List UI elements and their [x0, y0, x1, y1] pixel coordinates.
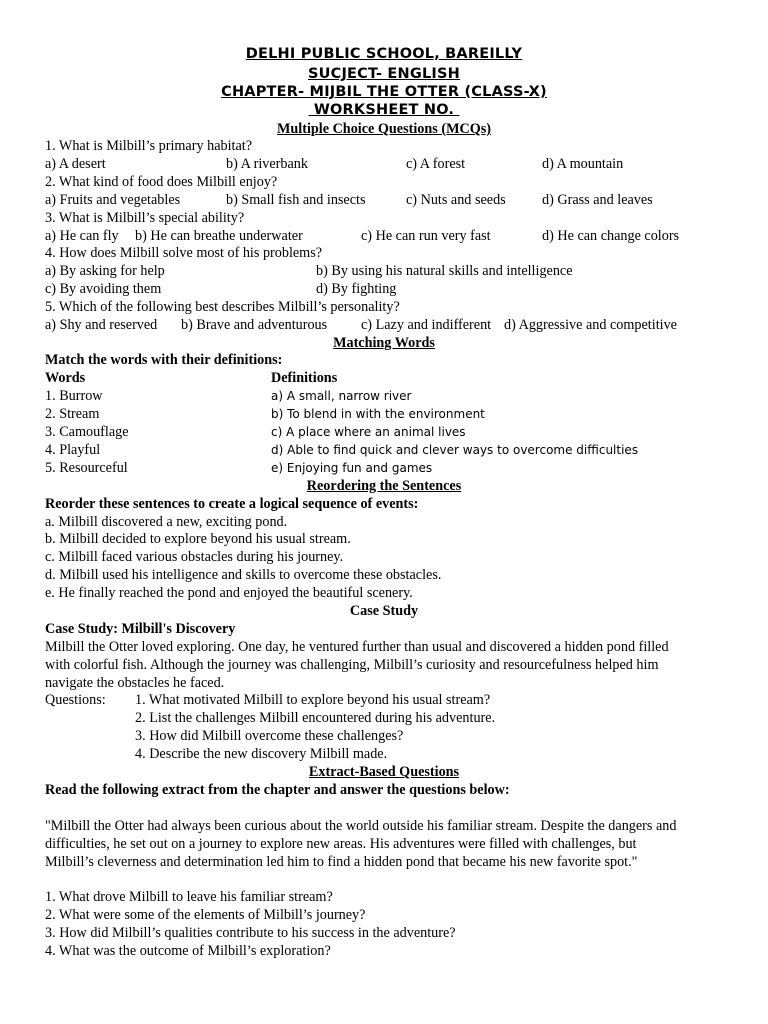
mcq-option: b) Brave and adventurous [181, 317, 328, 333]
extract-question: 3. How did Milbill’s qualities contribute to his success in the adventure? [45, 925, 456, 941]
mcq-option: a) By asking for help [45, 263, 165, 279]
mcq-option: b) A riverbank [226, 156, 308, 172]
mcq-option: a) A desert [45, 156, 106, 172]
reorder-sentence: a. Milbill discovered a new, exciting pond. [45, 514, 288, 530]
reorder-heading: Reordering the Sentences [306, 478, 462, 494]
subject-line: SUCJECT- ENGLISH [308, 66, 460, 82]
mcq-question: 3. What is Milbill’s special ability? [45, 210, 245, 226]
case-study-question: 1. What motivated Milbill to explore beyond his usual stream? [135, 692, 491, 708]
definitions-column-header: Definitions [271, 370, 338, 386]
mcq-option: c) By avoiding them [45, 281, 162, 297]
match-definition: a) A small, narrow river [271, 389, 412, 403]
mcq-question: 5. Which of the following best describes Milbill’s personality? [45, 299, 400, 315]
extract-passage-line: difficulties, he set out on a journey to explore new areas. His adventures were filled with challenges, but [45, 836, 637, 852]
case-study-paragraph-line: with colorful fish. Although the journey was challenging, Milbill’s curiosity and resourcefulness helped him [45, 657, 659, 673]
questions-label: Questions: [45, 692, 106, 708]
mcq-option: a) Shy and reserved [45, 317, 158, 333]
extract-passage-line: Milbill’s cleverness and determination led him to find a hidden pond that became his new favorite spot." [45, 854, 638, 870]
reorder-instruction: Reorder these sentences to create a logical sequence of events: [45, 496, 419, 512]
mcq-option: c) A forest [406, 156, 466, 172]
chapter-line: CHAPTER- MIJBIL THE OTTER (CLASS-X) [221, 84, 547, 100]
matching-instruction: Match the words with their definitions: [45, 352, 283, 368]
case-study-paragraph-line: navigate the obstacles he faced. [45, 675, 225, 691]
mcq-option: d) He can change colors [542, 228, 680, 244]
case-study-question: 3. How did Milbill overcome these challenges? [135, 728, 404, 744]
mcq-question: 4. How does Milbill solve most of his problems? [45, 245, 323, 261]
mcq-option: d) Aggressive and competitive [504, 317, 677, 333]
matching-heading: Matching Words [333, 335, 435, 351]
mcq-option: d) Grass and leaves [542, 192, 653, 208]
mcq-option: d) By fighting [316, 281, 397, 297]
extract-heading: Extract-Based Questions [308, 764, 460, 780]
mcq-option: b) Small fish and insects [226, 192, 366, 208]
worksheet-number: WORKSHEET NO. [308, 102, 460, 118]
reorder-sentence: c. Milbill faced various obstacles during his journey. [45, 549, 344, 565]
words-column-header: Words [45, 370, 86, 386]
mcq-option: c) Lazy and indifferent [361, 317, 492, 333]
case-study-subtitle: Case Study: Milbill's Discovery [45, 621, 236, 637]
case-study-question: 2. List the challenges Milbill encountered during his adventure. [135, 710, 496, 726]
match-word: 2. Stream [45, 406, 100, 422]
extract-passage-line: "Milbill the Otter had always been curious about the world outside his familiar stream. Despite the dangers and [45, 818, 677, 834]
extract-question: 1. What drove Milbill to leave his familiar stream? [45, 889, 333, 905]
mcq-heading: Multiple Choice Questions (MCQs) [277, 121, 491, 137]
reorder-sentence: e. He finally reached the pond and enjoyed the beautiful scenery. [45, 585, 413, 601]
match-word: 3. Camouflage [45, 424, 129, 440]
reorder-sentence: b. Milbill decided to explore beyond his usual stream. [45, 531, 351, 547]
match-definition: c) A place where an animal lives [271, 425, 466, 439]
extract-instruction: Read the following extract from the chapter and answer the questions below: [45, 782, 510, 798]
case-study-heading: Case Study [349, 603, 419, 619]
extract-question: 2. What were some of the elements of Milbill’s journey? [45, 907, 366, 923]
extract-question: 4. What was the outcome of Milbill’s exploration? [45, 943, 331, 959]
match-word: 4. Playful [45, 442, 101, 458]
mcq-question: 1. What is Milbill’s primary habitat? [45, 138, 252, 154]
match-definition: e) Enjoying fun and games [271, 461, 433, 475]
case-study-question: 4. Describe the new discovery Milbill made. [135, 746, 388, 762]
school-name: DELHI PUBLIC SCHOOL, BAREILLY [245, 46, 523, 62]
reorder-sentence: d. Milbill used his intelligence and skills to overcome these obstacles. [45, 567, 442, 583]
case-study-paragraph-line: Milbill the Otter loved exploring. One day, he ventured further than usual and discovered a hidden pond filled [45, 639, 669, 655]
match-word: 5. Resourceful [45, 460, 128, 476]
mcq-option: a) He can fly [45, 228, 119, 244]
mcq-option: d) A mountain [542, 156, 624, 172]
mcq-option: b) He can breathe underwater [135, 228, 303, 244]
mcq-option: c) Nuts and seeds [406, 192, 506, 208]
mcq-option: c) He can run very fast [361, 228, 491, 244]
mcq-question: 2. What kind of food does Milbill enjoy? [45, 174, 278, 190]
match-definition: b) To blend in with the environment [271, 407, 485, 421]
mcq-option: b) By using his natural skills and intelligence [316, 263, 573, 279]
match-definition: d) Able to find quick and clever ways to overcome difficulties [271, 443, 639, 457]
mcq-option: a) Fruits and vegetables [45, 192, 181, 208]
match-word: 1. Burrow [45, 388, 103, 404]
